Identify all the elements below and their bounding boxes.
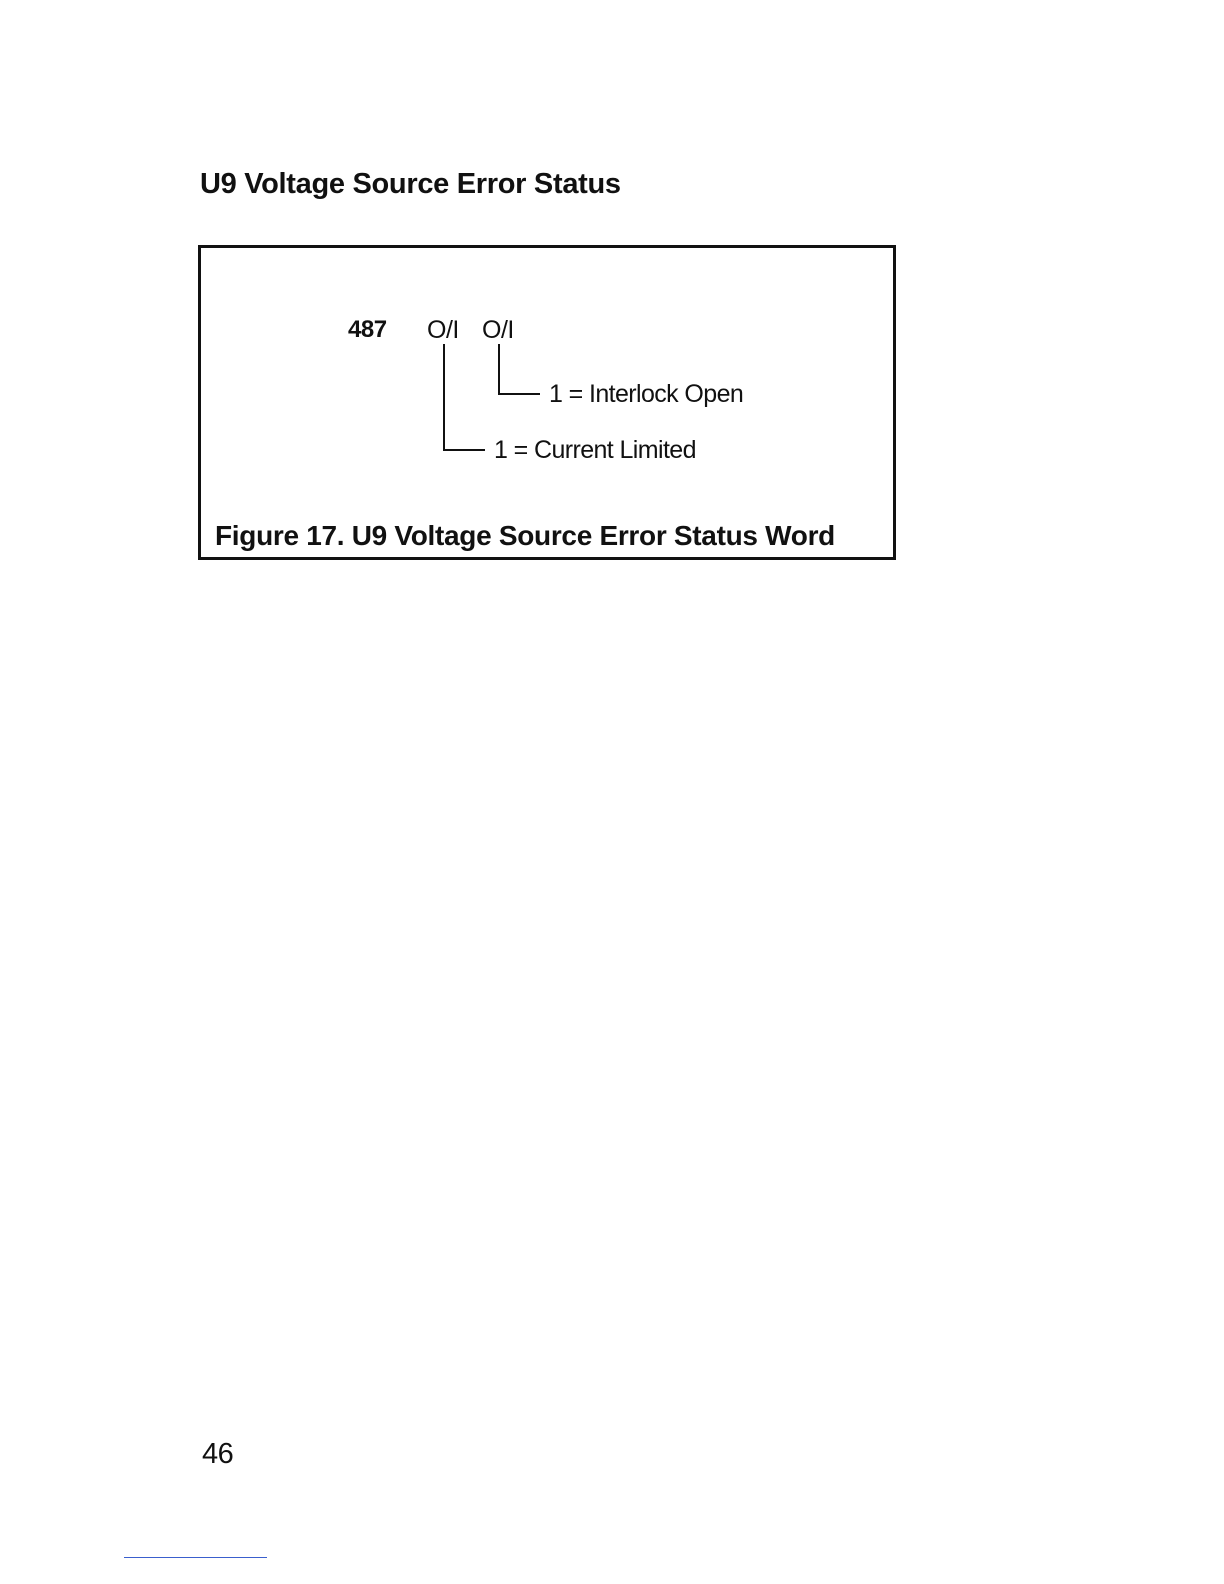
section-heading: U9 Voltage Source Error Status xyxy=(200,168,621,200)
connector-line-interlock xyxy=(499,344,540,394)
bit-label-current-limited: O/I xyxy=(427,316,459,344)
figure-box xyxy=(198,245,896,560)
legend-current-limited: 1 = Current Limited xyxy=(494,436,696,464)
connector-line-current xyxy=(444,344,485,450)
footer-rule xyxy=(124,1557,267,1558)
bit-label-interlock-open: O/I xyxy=(482,316,514,344)
bit-connector-lines xyxy=(201,248,893,557)
figure-caption: Figure 17. U9 Voltage Source Error Status Word xyxy=(215,520,835,551)
status-word-prefix: 487 xyxy=(348,316,387,343)
page-number: 46 xyxy=(202,1438,234,1470)
legend-interlock-open: 1 = Interlock Open xyxy=(549,380,744,408)
